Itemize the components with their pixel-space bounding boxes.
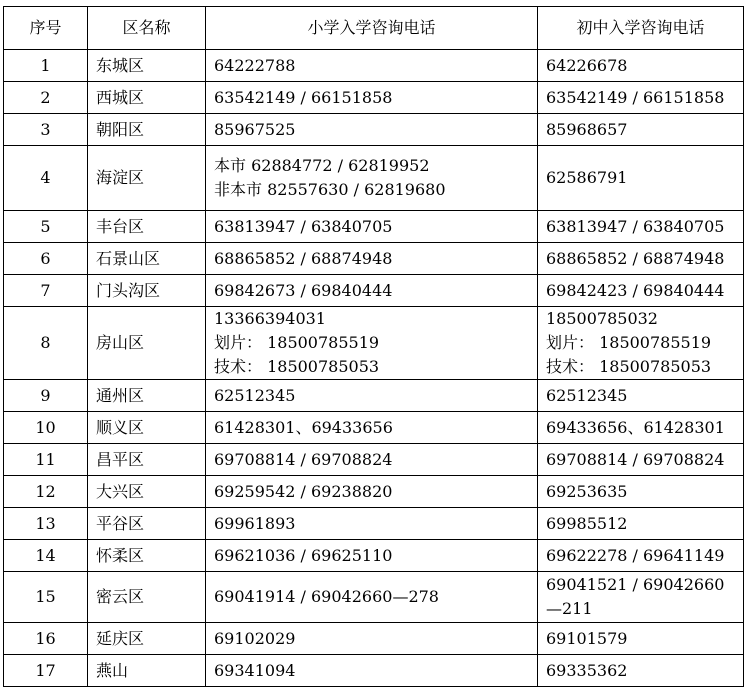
table-row (4, 444, 744, 476)
row-number: 13 (4, 508, 88, 540)
district-name: 海淀区 (88, 146, 206, 211)
phone-line: 划片： 18500785519 (546, 333, 712, 352)
row-number: 10 (4, 412, 88, 444)
district-name: 大兴区 (88, 476, 206, 508)
primary-phone-cell (206, 307, 538, 380)
header-row (4, 7, 744, 50)
phone-line: 61428301、69433656 (214, 417, 393, 437)
header-no: 序号 (4, 7, 88, 50)
row-number: 2 (4, 82, 88, 114)
middle-phone-cell (538, 623, 744, 655)
header-middle-phone: 初中入学咨询电话 (538, 7, 744, 50)
district-name: 门头沟区 (88, 275, 206, 307)
phone-line: 69842673 / 69840444 (214, 280, 393, 300)
table-row (4, 50, 744, 82)
row-number: 8 (4, 307, 88, 380)
primary-phone-cell (206, 50, 538, 82)
phone-line: 69041914 / 69042660—278 (214, 587, 439, 606)
table-row (4, 243, 744, 275)
district-name: 平谷区 (88, 508, 206, 540)
middle-phone-cell (538, 655, 744, 687)
primary-phone-cell (206, 623, 538, 655)
phone-line: 63813947 / 63840705 (214, 216, 393, 236)
phone-line: 62586791 (546, 168, 628, 187)
middle-phone-cell (538, 476, 744, 508)
primary-phone-cell (206, 540, 538, 572)
primary-phone-cell (206, 114, 538, 146)
table-row (4, 572, 744, 623)
row-number: 6 (4, 243, 88, 275)
table-row (4, 412, 744, 444)
table-row (4, 114, 744, 146)
phone-line: 63542149 / 66151858 (546, 87, 725, 107)
row-number: 16 (4, 623, 88, 655)
district-name: 西城区 (88, 82, 206, 114)
phone-line: 69041521 / 69042660 (546, 575, 725, 594)
phone-line: 18500785032 (546, 309, 658, 328)
phone-line: 69622278 / 69641149 (546, 545, 725, 565)
district-name: 怀柔区 (88, 540, 206, 572)
middle-phone-cell (538, 243, 744, 275)
primary-phone-cell (206, 655, 538, 687)
middle-phone-cell (538, 275, 744, 307)
phone-line: 69961893 (214, 513, 296, 533)
table-row (4, 623, 744, 655)
phone-line: 63813947 / 63840705 (546, 216, 725, 236)
row-number: 3 (4, 114, 88, 146)
table-row (4, 211, 744, 243)
phone-line: 69842423 / 69840444 (546, 280, 725, 300)
middle-phone-cell (538, 50, 744, 82)
phone-line: 69253635 (546, 481, 628, 501)
phone-line: 69433656、61428301 (546, 417, 725, 437)
row-number: 12 (4, 476, 88, 508)
middle-phone-cell (538, 508, 744, 540)
middle-phone-cell (538, 540, 744, 572)
primary-phone-cell (206, 146, 538, 211)
primary-phone-cell (206, 275, 538, 307)
phone-line: 技术： 18500785053 (546, 357, 712, 376)
district-name: 朝阳区 (88, 114, 206, 146)
phone-line: 63542149 / 66151858 (214, 87, 393, 107)
phone-line: 68865852 / 68874948 (546, 248, 725, 268)
phone-line: 69259542 / 69238820 (214, 481, 393, 501)
middle-phone-cell (538, 211, 744, 243)
district-name: 石景山区 (88, 243, 206, 275)
district-name: 丰台区 (88, 211, 206, 243)
table-body (4, 50, 744, 687)
header-district: 区名称 (88, 7, 206, 50)
phone-line: 技术： 18500785053 (214, 357, 380, 376)
phone-line: 69101579 (546, 628, 628, 648)
district-name: 东城区 (88, 50, 206, 82)
primary-phone-cell (206, 508, 538, 540)
row-number: 9 (4, 380, 88, 412)
row-number: 4 (4, 146, 88, 211)
middle-phone-cell (538, 82, 744, 114)
phone-line: 划片： 18500785519 (214, 333, 380, 352)
phone-line: 64222788 (214, 55, 296, 75)
phone-line: 69708814 / 69708824 (546, 449, 725, 469)
middle-phone-cell (538, 444, 744, 476)
row-number: 1 (4, 50, 88, 82)
table-row (4, 146, 744, 211)
table-row (4, 508, 744, 540)
primary-phone-cell (206, 211, 538, 243)
primary-phone-cell (206, 243, 538, 275)
consult-phone-table (3, 6, 744, 687)
table-row (4, 275, 744, 307)
district-name: 燕山 (88, 655, 206, 687)
primary-phone-cell (206, 82, 538, 114)
phone-line: 68865852 / 68874948 (214, 248, 393, 268)
row-number: 7 (4, 275, 88, 307)
primary-phone-cell (206, 380, 538, 412)
primary-phone-cell (206, 412, 538, 444)
phone-line: 69621036 / 69625110 (214, 545, 393, 565)
phone-line: 62512345 (546, 385, 628, 405)
district-name: 顺义区 (88, 412, 206, 444)
row-number: 14 (4, 540, 88, 572)
district-name: 房山区 (88, 307, 206, 380)
middle-phone-cell (538, 146, 744, 211)
phone-line: 62512345 (214, 385, 296, 405)
phone-line: 64226678 (546, 55, 628, 75)
district-name: 通州区 (88, 380, 206, 412)
row-number: 5 (4, 211, 88, 243)
phone-line: 本市 62884772 / 62819952 (214, 156, 430, 175)
phone-line: 69985512 (546, 513, 628, 533)
row-number: 11 (4, 444, 88, 476)
primary-phone-cell (206, 572, 538, 623)
table-row (4, 655, 744, 687)
middle-phone-cell (538, 572, 744, 623)
phone-line: 69708814 / 69708824 (214, 449, 393, 469)
table-row (4, 540, 744, 572)
table-row (4, 82, 744, 114)
row-number: 15 (4, 572, 88, 623)
district-name: 密云区 (88, 572, 206, 623)
table-row (4, 307, 744, 380)
phone-line: 85968657 (546, 119, 628, 139)
primary-phone-cell (206, 476, 538, 508)
row-number: 17 (4, 655, 88, 687)
middle-phone-cell (538, 380, 744, 412)
middle-phone-cell (538, 114, 744, 146)
phone-line: 69335362 (546, 660, 628, 680)
phone-line: 非本市 82557630 / 62819680 (214, 180, 446, 199)
primary-phone-cell (206, 444, 538, 476)
district-name: 延庆区 (88, 623, 206, 655)
middle-phone-cell (538, 307, 744, 380)
phone-line: —211 (546, 599, 593, 618)
table-row (4, 476, 744, 508)
phone-line: 69102029 (214, 628, 296, 648)
phone-line: 85967525 (214, 119, 296, 139)
header-primary-phone: 小学入学咨询电话 (206, 7, 538, 50)
district-name: 昌平区 (88, 444, 206, 476)
table-row (4, 380, 744, 412)
phone-line: 69341094 (214, 660, 296, 680)
middle-phone-cell (538, 412, 744, 444)
phone-line: 13366394031 (214, 309, 326, 328)
